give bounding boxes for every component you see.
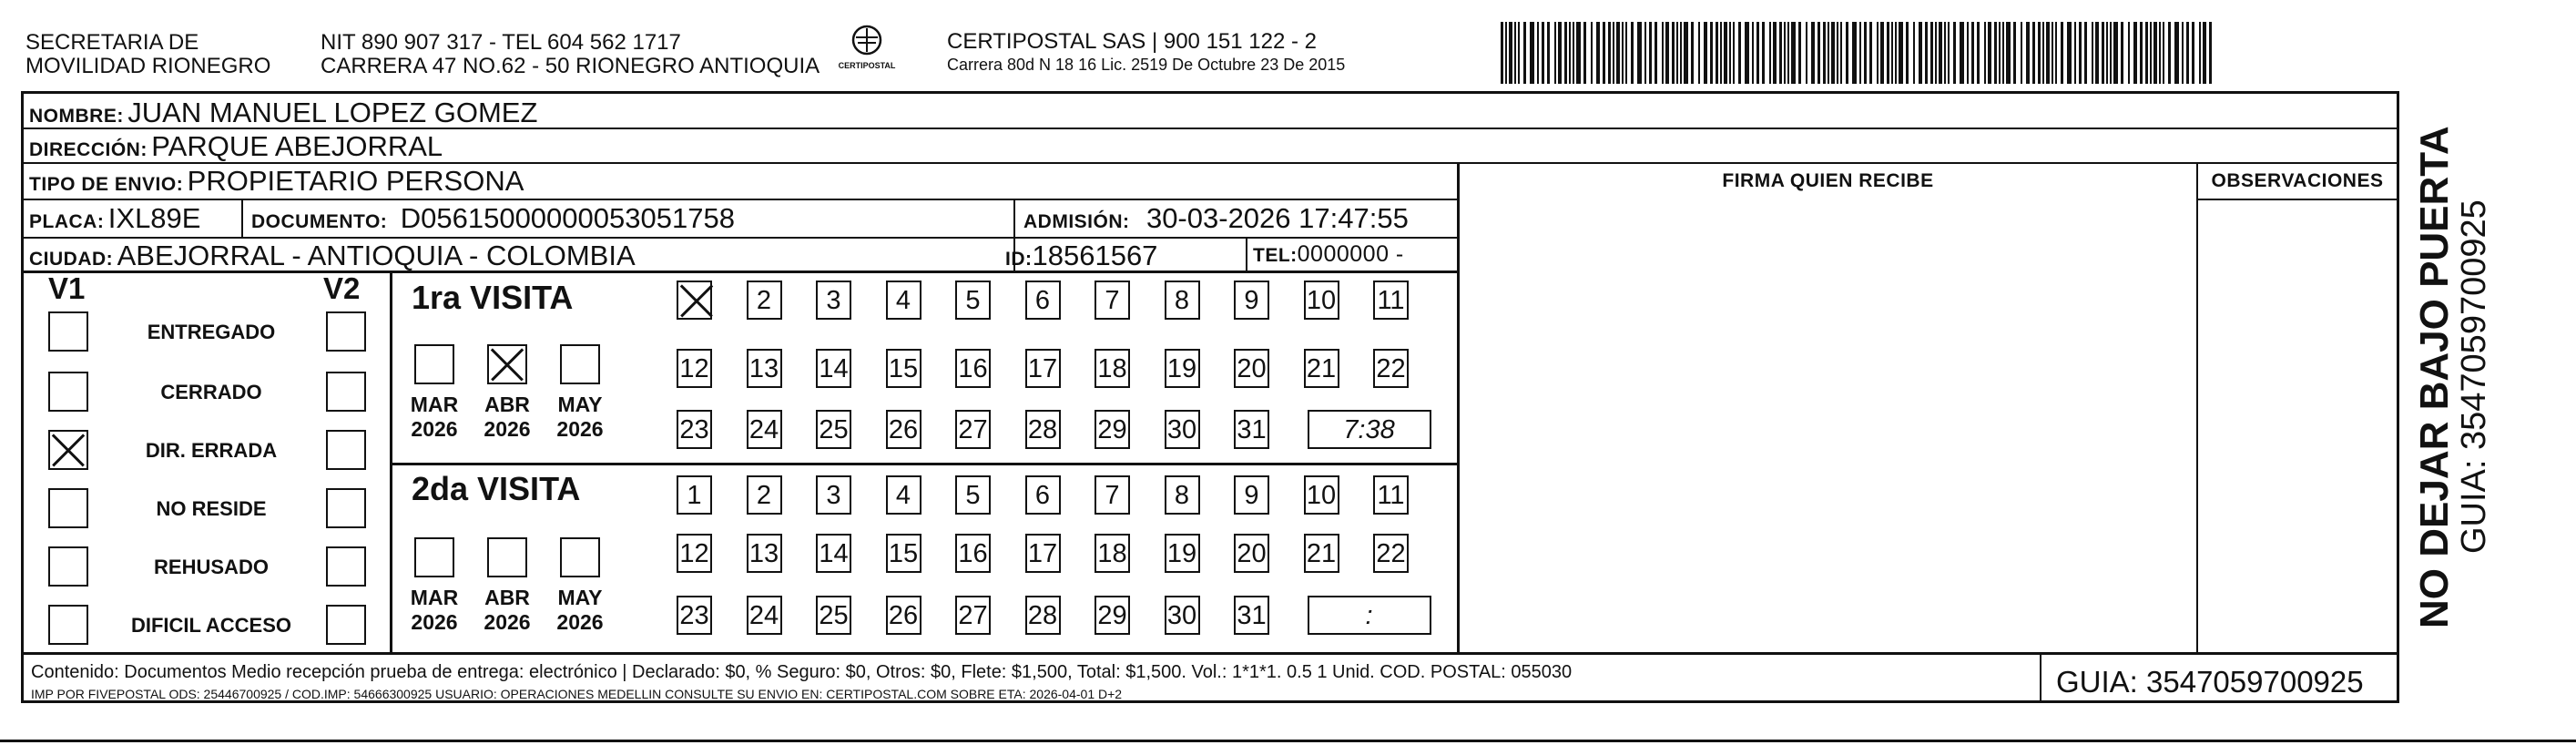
first-visit-day-box[interactable]: 9 <box>1234 281 1269 320</box>
first-visit-title: 1ra VISITA <box>412 279 574 316</box>
barcode-bar <box>1576 22 1581 84</box>
nit-line: NIT 890 907 317 - TEL 604 562 1717 <box>321 30 681 55</box>
first-visit-day-box[interactable]: 28 <box>1025 410 1061 449</box>
v2-checkbox[interactable] <box>326 546 366 587</box>
admision-value: 30-03-2026 17:47:55 <box>1145 202 1409 234</box>
first-visit-day-box[interactable] <box>677 281 712 320</box>
barcode-bar <box>1939 22 1942 84</box>
first-visit-day-box[interactable]: 4 <box>886 281 921 320</box>
second-visit-day-box[interactable]: 11 <box>1373 475 1409 515</box>
barcode-bar <box>1846 22 1848 84</box>
second-visit-day-box[interactable]: 22 <box>1373 534 1409 573</box>
barcode-bar <box>1665 22 1669 84</box>
barcode-bar <box>2106 22 2108 84</box>
ciudad-cell <box>29 240 636 272</box>
barcode-bar <box>2203 22 2206 84</box>
placa-cell <box>29 202 200 235</box>
barcode-bar <box>1906 22 1909 84</box>
imp-text: IMP POR FIVEPOSTAL ODS: 25446700925 / COD.IMP: 54666300925 USUARIO: OPERACIONES MEDELLIN CONSULTE SU ENVIO EN: CERTIPOSTAL.COM SOBRE ETA: 2026-04-01 D+2 <box>31 687 1123 701</box>
barcode-bar <box>1984 22 1986 84</box>
barcode-bar <box>1523 22 1526 84</box>
first-visit-day-box[interactable]: 20 <box>1234 349 1269 388</box>
barcode-bar <box>1988 22 1991 84</box>
tipo-envio-row <box>29 165 524 198</box>
barcode-bar <box>2052 22 2053 84</box>
barcode-bar <box>1710 22 1713 84</box>
first-visit-day-box[interactable]: 22 <box>1373 349 1409 388</box>
second-visit-day-box[interactable]: 31 <box>1234 596 1269 635</box>
barcode-bar <box>1756 22 1759 84</box>
barcode-bar <box>1547 22 1550 84</box>
barcode-bar <box>2046 22 2050 84</box>
barcode-bar <box>1644 22 1646 84</box>
second-visit-day-box[interactable]: 4 <box>886 475 921 515</box>
first-visit-day-box[interactable]: 11 <box>1373 281 1409 320</box>
first-visit-day-box[interactable]: 13 <box>747 349 782 388</box>
barcode-bar <box>1613 22 1614 84</box>
month-year: 2026 <box>411 417 458 441</box>
barcode-bar <box>2032 22 2035 84</box>
second-visit-day-box[interactable]: 9 <box>1234 475 1269 515</box>
barcode-bar <box>1720 22 1722 84</box>
tipo-envio-label: TIPO DE ENVIO: <box>29 174 184 195</box>
second-visit-day-box[interactable]: 20 <box>1234 534 1269 573</box>
barcode-bar <box>1564 22 1567 84</box>
barcode-bar <box>1530 22 1534 84</box>
barcode-bar <box>2133 22 2137 84</box>
barcode-bar <box>2199 22 2201 84</box>
barcode-bar <box>1994 22 1997 84</box>
sender-nit-address <box>321 31 820 78</box>
second-visit-title: 2da VISITA <box>412 470 581 507</box>
second-visit-day-box[interactable]: 16 <box>955 534 991 573</box>
first-visit-day-box[interactable]: 7 <box>1095 281 1130 320</box>
v1-checkbox[interactable] <box>48 372 88 412</box>
barcode-bar <box>1999 22 2001 84</box>
barcode-bar <box>1837 22 1838 84</box>
barcode-bar <box>1877 22 1879 84</box>
barcode-bar <box>2163 22 2164 84</box>
address-line: CARRERA 47 NO.62 - 50 RIONEGRO ANTIOQUIA <box>321 54 820 78</box>
barcode-bar <box>2067 22 2072 84</box>
sender-name <box>25 31 270 78</box>
second-visit-time-box[interactable]: : <box>1308 596 1431 635</box>
placa-value: IXL89E <box>107 202 201 234</box>
tel-cell <box>1253 241 1404 268</box>
barcode-bar <box>1698 22 1700 84</box>
firma-header: FIRMA QUIEN RECIBE <box>1722 170 1934 191</box>
barcode-bar <box>1977 22 1980 84</box>
barcode-bar <box>1745 22 1749 84</box>
barcode-bar <box>1662 22 1664 84</box>
tipo-envio-value: PROPIETARIO PERSONA <box>187 165 524 197</box>
barcode-bar <box>1930 22 1933 84</box>
first-visit-day-box[interactable]: 18 <box>1095 349 1130 388</box>
barcode-bar <box>1680 22 1682 84</box>
second-visit-day-box[interactable]: 8 <box>1165 475 1200 515</box>
barcode-bar <box>1608 22 1611 84</box>
logo-text: CERTIPOSTAL <box>838 61 896 70</box>
barcode-bar <box>1684 22 1688 84</box>
id-label: ID: <box>1005 249 1033 270</box>
courier-line2: Carrera 80d N 18 16 Lic. 2519 De Octubre 23 De 2015 <box>947 56 1346 74</box>
barcode-bar <box>1505 22 1507 84</box>
status-label: DIR. ERRADA <box>145 439 278 462</box>
second-visit-day-box[interactable]: 1 <box>677 475 712 515</box>
barcode-bar <box>1831 22 1835 84</box>
second-visit-day-box[interactable]: 6 <box>1025 475 1061 515</box>
first-visit-time-box[interactable]: 7:38 <box>1308 410 1431 449</box>
first-visit-day-box[interactable]: 8 <box>1165 281 1200 320</box>
first-visit-day-box[interactable]: 17 <box>1025 349 1061 388</box>
barcode-bar <box>2209 22 2212 84</box>
ciudad-value: ABEJORRAL - ANTIOQUIA - COLOMBIA <box>117 240 636 271</box>
second-visit-day-box[interactable]: 19 <box>1165 534 1200 573</box>
id-value: 18561567 <box>1032 240 1158 271</box>
barcode-bar <box>1852 22 1857 84</box>
first-visit-day-box[interactable]: 24 <box>747 410 782 449</box>
second-visit-day-box[interactable]: 24 <box>747 596 782 635</box>
placa-label: PLACA: <box>29 211 105 232</box>
month-name: MAR <box>410 393 459 416</box>
barcode-bar <box>1895 22 1897 84</box>
barcode-bar <box>1724 22 1727 84</box>
first-visit-month-label <box>548 393 612 442</box>
barcode-bar <box>1637 22 1642 84</box>
barcode-bar <box>1625 22 1627 84</box>
barcode-bar <box>2102 22 2104 84</box>
first-visit-day-box[interactable]: 14 <box>816 349 851 388</box>
barcode-bar <box>1828 22 1829 84</box>
side-warning-text: NO DEJAR BAJO PUERTA <box>2412 126 2457 628</box>
barcode-bar <box>1869 22 1872 84</box>
second-visit-day-box[interactable]: 3 <box>816 475 851 515</box>
first-visit-month-checkbox[interactable] <box>414 344 454 384</box>
first-visit-day-box[interactable]: 2 <box>747 281 782 320</box>
v1-checkbox[interactable] <box>48 605 88 645</box>
second-visit-month-checkbox[interactable] <box>560 537 600 577</box>
direccion-row <box>29 130 443 163</box>
first-visit-day-box[interactable]: 27 <box>955 410 991 449</box>
first-visit-day-box[interactable]: 15 <box>886 349 921 388</box>
signature-area[interactable] <box>1460 200 2196 654</box>
barcode-bar <box>2021 22 2022 84</box>
barcode-bar <box>2159 22 2161 84</box>
second-visit-day-box[interactable]: 25 <box>816 596 851 635</box>
barcode-bar <box>2186 22 2189 84</box>
barcode-bar <box>2192 22 2194 84</box>
status-label: CERRADO <box>160 381 262 403</box>
first-visit-day-box[interactable]: 16 <box>955 349 991 388</box>
direccion-value: PARQUE ABEJORRAL <box>151 130 443 162</box>
barcode-bar <box>2074 22 2076 84</box>
status-label: DIFICIL ACCESO <box>130 614 291 637</box>
barcode-bar <box>2174 22 2179 84</box>
barcode-bar <box>2153 22 2157 84</box>
barcode-bar <box>1811 22 1815 84</box>
logo-emblem-icon <box>849 24 885 56</box>
barcode-bar <box>1935 22 1937 84</box>
month-name: MAY <box>557 586 603 609</box>
id-cell <box>1005 240 1157 272</box>
barcode-bar <box>1691 22 1694 84</box>
second-visit-day-box[interactable]: 21 <box>1304 534 1339 573</box>
barcode-bar <box>2092 22 2093 84</box>
observations-area[interactable] <box>2198 200 2397 654</box>
barcode-bar <box>2140 22 2143 84</box>
barcode-bar <box>1960 22 1964 84</box>
barcode-bar <box>1887 22 1889 84</box>
month-year: 2026 <box>484 610 531 634</box>
barcode-bar <box>1542 22 1544 84</box>
barcode-bar <box>1518 22 1520 84</box>
barcode-bar <box>1769 22 1771 84</box>
barcode-bar <box>2110 22 2112 84</box>
second-visit-month-label <box>548 586 612 635</box>
month-name: ABR <box>484 393 530 416</box>
first-visit-day-box[interactable]: 26 <box>886 410 921 449</box>
barcode-bar <box>2168 22 2171 84</box>
barcode-bar <box>1880 22 1884 84</box>
barcode-bar <box>1864 22 1867 84</box>
barcode-bar <box>2038 22 2041 84</box>
second-visit-day-box[interactable]: 2 <box>747 475 782 515</box>
barcode-bar <box>1762 22 1765 84</box>
first-visit-day-box[interactable]: 25 <box>816 410 851 449</box>
barcode-bar <box>2026 22 2030 84</box>
first-visit-day-box[interactable]: 30 <box>1165 410 1200 449</box>
barcode-bar <box>1622 22 1624 84</box>
barcode-bar <box>1925 22 1928 84</box>
second-visit-day-box[interactable]: 12 <box>677 534 712 573</box>
first-visit-day-box[interactable]: 31 <box>1234 410 1269 449</box>
v1-checkbox[interactable] <box>48 311 88 352</box>
barcode-bar <box>2128 22 2130 84</box>
second-visit-month-label <box>475 586 539 635</box>
barcode-bar <box>1583 22 1586 84</box>
barcode-bar <box>1773 22 1777 84</box>
barcode-bar <box>1784 22 1786 84</box>
second-visit-day-box[interactable]: 15 <box>886 534 921 573</box>
first-visit-month-checkbox[interactable] <box>487 344 527 384</box>
barcode-bar <box>2113 22 2118 84</box>
barcode-bar <box>2013 22 2016 84</box>
barcode <box>1501 22 2220 84</box>
status-label: NO RESIDE <box>156 497 267 520</box>
first-visit-day-box[interactable]: 23 <box>677 410 712 449</box>
admision-label: ADMISIÓN: <box>1023 211 1130 232</box>
admision-cell <box>1023 202 1409 235</box>
barcode-bar <box>2084 22 2087 84</box>
barcode-bar <box>1787 22 1789 84</box>
second-visit-day-box[interactable]: 27 <box>955 596 991 635</box>
nombre-row <box>29 97 537 129</box>
barcode-bar <box>1514 22 1516 84</box>
barcode-bar <box>1676 22 1678 84</box>
footer-guia: GUIA: 3547059700925 <box>2056 665 2364 699</box>
barcode-bar <box>2002 22 2004 84</box>
status-label: ENTREGADO <box>147 321 276 343</box>
barcode-bar <box>1655 22 1657 84</box>
barcode-bar <box>1823 22 1826 84</box>
second-visit-month-checkbox[interactable] <box>414 537 454 577</box>
first-visit-day-box[interactable]: 29 <box>1095 410 1130 449</box>
barcode-bar <box>1944 22 1946 84</box>
courier-line1: CERTIPOSTAL SAS | 900 151 122 - 2 <box>947 29 1317 54</box>
barcode-bar <box>1859 22 1861 84</box>
barcode-bar <box>1631 22 1634 84</box>
barcode-bar <box>2095 22 2099 84</box>
nombre-label: NOMBRE: <box>29 106 124 127</box>
v1-checkbox[interactable] <box>48 488 88 528</box>
v2-checkbox[interactable] <box>326 372 366 412</box>
month-year: 2026 <box>556 610 604 634</box>
v2-checkbox[interactable] <box>326 605 366 645</box>
barcode-bar <box>1971 22 1974 84</box>
month-year: 2026 <box>411 610 458 634</box>
barcode-bar <box>1716 22 1718 84</box>
second-visit-day-box[interactable]: 30 <box>1165 596 1200 635</box>
second-visit-day-box[interactable]: 28 <box>1025 596 1061 635</box>
second-visit-day-box[interactable]: 14 <box>816 534 851 573</box>
barcode-bar <box>1953 22 1956 84</box>
barcode-bar <box>1616 22 1620 84</box>
barcode-bar <box>2055 22 2057 84</box>
documento-cell <box>251 202 735 235</box>
barcode-bar <box>2145 22 2148 84</box>
v2-checkbox[interactable] <box>326 488 366 528</box>
second-visit-month-checkbox[interactable] <box>487 537 527 577</box>
first-visit-day-box[interactable]: 12 <box>677 349 712 388</box>
documento-label: DOCUMENTO: <box>251 211 388 232</box>
barcode-bar <box>1967 22 1969 84</box>
barcode-bar <box>2006 22 2011 84</box>
first-visit-month-label <box>475 393 539 442</box>
barcode-bar <box>1569 22 1571 84</box>
barcode-bar <box>2061 22 2063 84</box>
tel-label: TEL: <box>1253 245 1298 266</box>
second-visit-day-box[interactable]: 17 <box>1025 534 1061 573</box>
first-visit-month-label <box>402 393 466 442</box>
barcode-bar <box>2121 22 2123 84</box>
barcode-bar <box>1733 22 1735 84</box>
second-visit-day-box[interactable]: 5 <box>955 475 991 515</box>
sender-line1: SECRETARIA DE <box>25 30 199 55</box>
barcode-bar <box>1558 22 1562 84</box>
barcode-bar <box>2150 22 2152 84</box>
courier-info <box>947 29 1345 76</box>
first-visit-day-box[interactable]: 5 <box>955 281 991 320</box>
v2-checkbox[interactable] <box>326 311 366 352</box>
nombre-value: JUAN MANUEL LOPEZ GOMEZ <box>127 97 538 128</box>
first-visit-month-checkbox[interactable] <box>560 344 600 384</box>
v1-checkbox[interactable] <box>48 430 88 470</box>
month-name: MAY <box>557 393 603 416</box>
barcode-bar <box>1509 22 1512 84</box>
barcode-bar <box>1738 22 1741 84</box>
second-visit-day-box[interactable]: 18 <box>1095 534 1130 573</box>
second-visit-day-box[interactable]: 10 <box>1304 475 1339 515</box>
month-year: 2026 <box>484 417 531 441</box>
first-visit-day-box[interactable]: 6 <box>1025 281 1061 320</box>
barcode-bar <box>1899 22 1903 84</box>
barcode-bar <box>1948 22 1950 84</box>
barcode-bar <box>1672 22 1675 84</box>
barcode-bar <box>1573 22 1574 84</box>
documento-value: D05615000000053051758 <box>400 202 735 234</box>
v2-header: V2 <box>323 271 361 305</box>
barcode-bar <box>1554 22 1556 84</box>
barcode-bar <box>1596 22 1600 84</box>
v1-checkbox[interactable] <box>48 546 88 587</box>
barcode-bar <box>1501 22 1503 84</box>
barcode-bar <box>1806 22 1807 84</box>
second-visit-month-label <box>402 586 466 635</box>
month-name: ABR <box>484 586 530 609</box>
month-name: MAR <box>410 586 459 609</box>
barcode-bar <box>1752 22 1754 84</box>
second-visit-day-box[interactable]: 7 <box>1095 475 1130 515</box>
tel-value: 0000000 - <box>1297 241 1404 267</box>
first-visit-day-box[interactable]: 10 <box>1304 281 1339 320</box>
barcode-bar <box>1603 22 1605 84</box>
second-visit-day-box[interactable]: 23 <box>677 596 712 635</box>
barcode-bar <box>1779 22 1782 84</box>
contenido-text: Contenido: Documentos Medio recepción prueba de entrega: electrónico | Declarado: $0, % Seguro: $0, Otros: $0, Flete: $1,500, Total: $1,500. Vol.: 1*1*1. 0.5 1 Unid. COD. POSTAL: 055030 <box>31 662 1573 682</box>
ciudad-label: CIUDAD: <box>29 249 114 270</box>
certipostal-logo <box>830 24 903 77</box>
month-year: 2026 <box>556 417 604 441</box>
second-visit-day-box[interactable]: 29 <box>1095 596 1130 635</box>
v1-header: V1 <box>48 271 86 305</box>
barcode-bar <box>1729 22 1731 84</box>
barcode-bar <box>1891 22 1893 84</box>
barcode-bar <box>1591 22 1593 84</box>
sender-line2: MOVILIDAD RIONEGRO <box>25 54 271 78</box>
barcode-bar <box>2042 22 2044 84</box>
barcode-bar <box>1919 22 1922 84</box>
barcode-bar <box>1649 22 1652 84</box>
barcode-bar <box>1913 22 1915 84</box>
barcode-bar <box>1798 22 1801 84</box>
second-visit-day-box[interactable]: 26 <box>886 596 921 635</box>
barcode-bar <box>1840 22 1842 84</box>
side-guia-text: GUIA: 3547059700925 <box>2455 199 2493 554</box>
barcode-bar <box>2079 22 2082 84</box>
barcode-bar <box>1537 22 1539 84</box>
direccion-label: DIRECCIÓN: <box>29 139 148 160</box>
first-visit-day-box[interactable]: 3 <box>816 281 851 320</box>
second-visit-day-box[interactable]: 13 <box>747 534 782 573</box>
barcode-bar <box>1791 22 1796 84</box>
barcode-bar <box>2182 22 2184 84</box>
barcode-bar <box>1704 22 1707 84</box>
first-visit-day-box[interactable]: 19 <box>1165 349 1200 388</box>
first-visit-day-box[interactable]: 21 <box>1304 349 1339 388</box>
barcode-bar <box>1817 22 1820 84</box>
v2-checkbox[interactable] <box>326 430 366 470</box>
observaciones-header: OBSERVACIONES <box>2211 170 2384 191</box>
status-label: REHUSADO <box>154 556 269 578</box>
